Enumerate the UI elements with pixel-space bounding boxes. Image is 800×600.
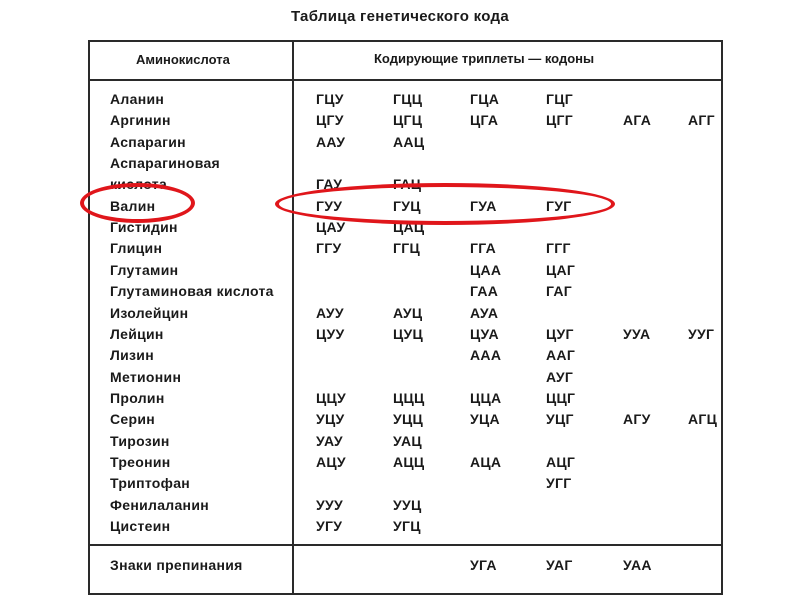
codon-cell: ЦУГ bbox=[546, 325, 574, 342]
codon-cell: ГЦЦ bbox=[393, 91, 423, 107]
codon-cell: УУУ bbox=[316, 496, 344, 513]
amino-acid-name: Аспарагиновая bbox=[110, 155, 221, 172]
genetic-code-table bbox=[88, 40, 723, 595]
table-row bbox=[90, 324, 725, 344]
codon-cell: ЦУА bbox=[470, 325, 499, 342]
codon-cell: ГЦА bbox=[470, 91, 500, 107]
amino-acid-name: Треонин bbox=[110, 453, 171, 470]
footer-divider bbox=[90, 544, 721, 546]
codon-cell: ГАЦ bbox=[393, 176, 422, 193]
codon-cell: ЦГА bbox=[470, 112, 499, 129]
amino-acid-header: Аминокислота bbox=[136, 52, 230, 67]
amino-acid-name: Метионин bbox=[110, 368, 182, 385]
table-row bbox=[90, 473, 725, 493]
amino-acid-name: Цистеин bbox=[110, 518, 171, 534]
amino-acid-name: Изолейцин bbox=[110, 304, 189, 321]
punctuation-label: Знаки препинания bbox=[110, 557, 243, 573]
codon-cell: ЦАГ bbox=[546, 261, 576, 278]
table-row bbox=[90, 516, 725, 536]
codon-cell: АГА bbox=[623, 112, 652, 129]
codon-cell: ЦЦА bbox=[470, 389, 502, 406]
amino-acid-name: Лизин bbox=[110, 347, 154, 364]
codon-cell: ГУЦ bbox=[393, 197, 421, 214]
codon-cell: ААЦ bbox=[393, 133, 425, 150]
codon-cell: АГЦ bbox=[688, 411, 718, 428]
valine-name-highlight bbox=[80, 183, 195, 223]
codon-cell: ЦЦГ bbox=[546, 389, 576, 406]
codon-cell: ГГЦ bbox=[393, 240, 420, 257]
codon-cell: ГУГ bbox=[546, 197, 572, 214]
amino-acid-name: Гистидин bbox=[110, 219, 178, 236]
table-row bbox=[90, 110, 725, 130]
amino-acid-name: Лейцин bbox=[110, 325, 164, 342]
table-row bbox=[90, 495, 725, 515]
codon-cell: ГАГ bbox=[546, 283, 573, 300]
amino-acid-name: кислота bbox=[110, 176, 168, 193]
codon-cell: АГГ bbox=[688, 112, 715, 129]
table-row bbox=[90, 153, 725, 173]
amino-acid-name: Глутамин bbox=[110, 261, 179, 278]
table-row bbox=[90, 452, 725, 472]
page-title: Таблица генетического кода bbox=[290, 8, 510, 25]
stop-codon-cell: УГА bbox=[470, 557, 497, 573]
amino-acid-name: Пролин bbox=[110, 389, 165, 406]
codon-cell: УЦГ bbox=[546, 411, 574, 428]
amino-acid-name: Валин bbox=[110, 197, 156, 214]
codon-cell: ААА bbox=[470, 347, 502, 364]
codon-cell: ЦАУ bbox=[316, 219, 346, 236]
codon-cell: АЦА bbox=[470, 453, 502, 470]
codon-cell: АЦЦ bbox=[393, 453, 425, 470]
punctuation-row bbox=[90, 555, 725, 575]
codon-cell: ААГ bbox=[546, 347, 576, 364]
codon-cell: ЦЦЦ bbox=[393, 389, 425, 406]
codon-cell: УУЦ bbox=[393, 496, 422, 513]
codon-cell: УУГ bbox=[688, 325, 715, 342]
table-row bbox=[90, 345, 725, 365]
codon-cell: АУЦ bbox=[393, 304, 423, 321]
codon-cell: ЦГГ bbox=[546, 112, 573, 129]
amino-acid-name: Глутаминовая кислота bbox=[110, 283, 274, 300]
table-row bbox=[90, 388, 725, 408]
codon-cell: ЦУЦ bbox=[393, 325, 424, 342]
codon-cell: ГАУ bbox=[316, 176, 343, 193]
amino-acid-name: Тирозин bbox=[110, 432, 170, 449]
codon-cell: ЦУУ bbox=[316, 325, 345, 342]
amino-acid-name: Аспарагин bbox=[110, 133, 186, 150]
amino-acid-name: Аргинин bbox=[110, 112, 171, 129]
codon-cell: ЦГЦ bbox=[393, 112, 423, 129]
stop-codon-cell: УАА bbox=[623, 557, 652, 573]
table-row bbox=[90, 281, 725, 301]
table-row bbox=[90, 260, 725, 280]
codon-cell: ГГГ bbox=[546, 240, 571, 257]
codon-cell: УЦЦ bbox=[393, 411, 424, 428]
codon-cell: ГГУ bbox=[316, 240, 342, 257]
table-row bbox=[90, 303, 725, 323]
codon-cell: УЦУ bbox=[316, 411, 345, 428]
table-row bbox=[90, 431, 725, 451]
codon-cell: УАЦ bbox=[393, 432, 422, 449]
codon-cell: АУГ bbox=[546, 368, 574, 385]
codon-cell: ЦАЦ bbox=[393, 219, 425, 236]
valine-codons-highlight bbox=[275, 183, 615, 225]
table-row bbox=[90, 89, 725, 109]
codon-cell: ЦГУ bbox=[316, 112, 344, 129]
stop-codon-cell: УАГ bbox=[546, 557, 573, 573]
codon-cell: АУА bbox=[470, 304, 499, 321]
codon-cell: ЦЦУ bbox=[316, 389, 347, 406]
table-row bbox=[90, 132, 725, 152]
codon-cell: ААУ bbox=[316, 133, 346, 150]
codon-cell: УГЦ bbox=[393, 518, 421, 534]
table-row bbox=[90, 238, 725, 258]
amino-acid-name: Триптофан bbox=[110, 475, 191, 492]
header-divider bbox=[90, 79, 721, 81]
amino-acid-name: Фенилаланин bbox=[110, 496, 209, 513]
codon-cell: ГАА bbox=[470, 283, 499, 300]
codon-cell: ГЦГ bbox=[546, 91, 573, 107]
codon-cell: УАУ bbox=[316, 432, 343, 449]
amino-acid-name: Глицин bbox=[110, 240, 163, 257]
table-row bbox=[90, 367, 725, 387]
table-row bbox=[90, 409, 725, 429]
codon-cell: АЦГ bbox=[546, 453, 576, 470]
codon-cell: ГУУ bbox=[316, 197, 343, 214]
amino-acid-name: Аланин bbox=[110, 91, 165, 107]
codon-cell: ГУА bbox=[470, 197, 497, 214]
codon-cell: УЦА bbox=[470, 411, 500, 428]
codon-cell: ЦАА bbox=[470, 261, 502, 278]
codon-cell: УГГ bbox=[546, 475, 572, 492]
amino-acid-name: Серин bbox=[110, 411, 156, 428]
codon-cell: ГЦУ bbox=[316, 91, 344, 107]
codon-cell: УУА bbox=[623, 325, 651, 342]
codon-cell: АГУ bbox=[623, 411, 651, 428]
codon-cell: АЦУ bbox=[316, 453, 346, 470]
codon-cell: ГГА bbox=[470, 240, 497, 257]
codon-cell: АУУ bbox=[316, 304, 344, 321]
codons-header: Кодирующие триплеты — кодоны bbox=[374, 51, 595, 66]
codon-cell: УГУ bbox=[316, 518, 343, 534]
